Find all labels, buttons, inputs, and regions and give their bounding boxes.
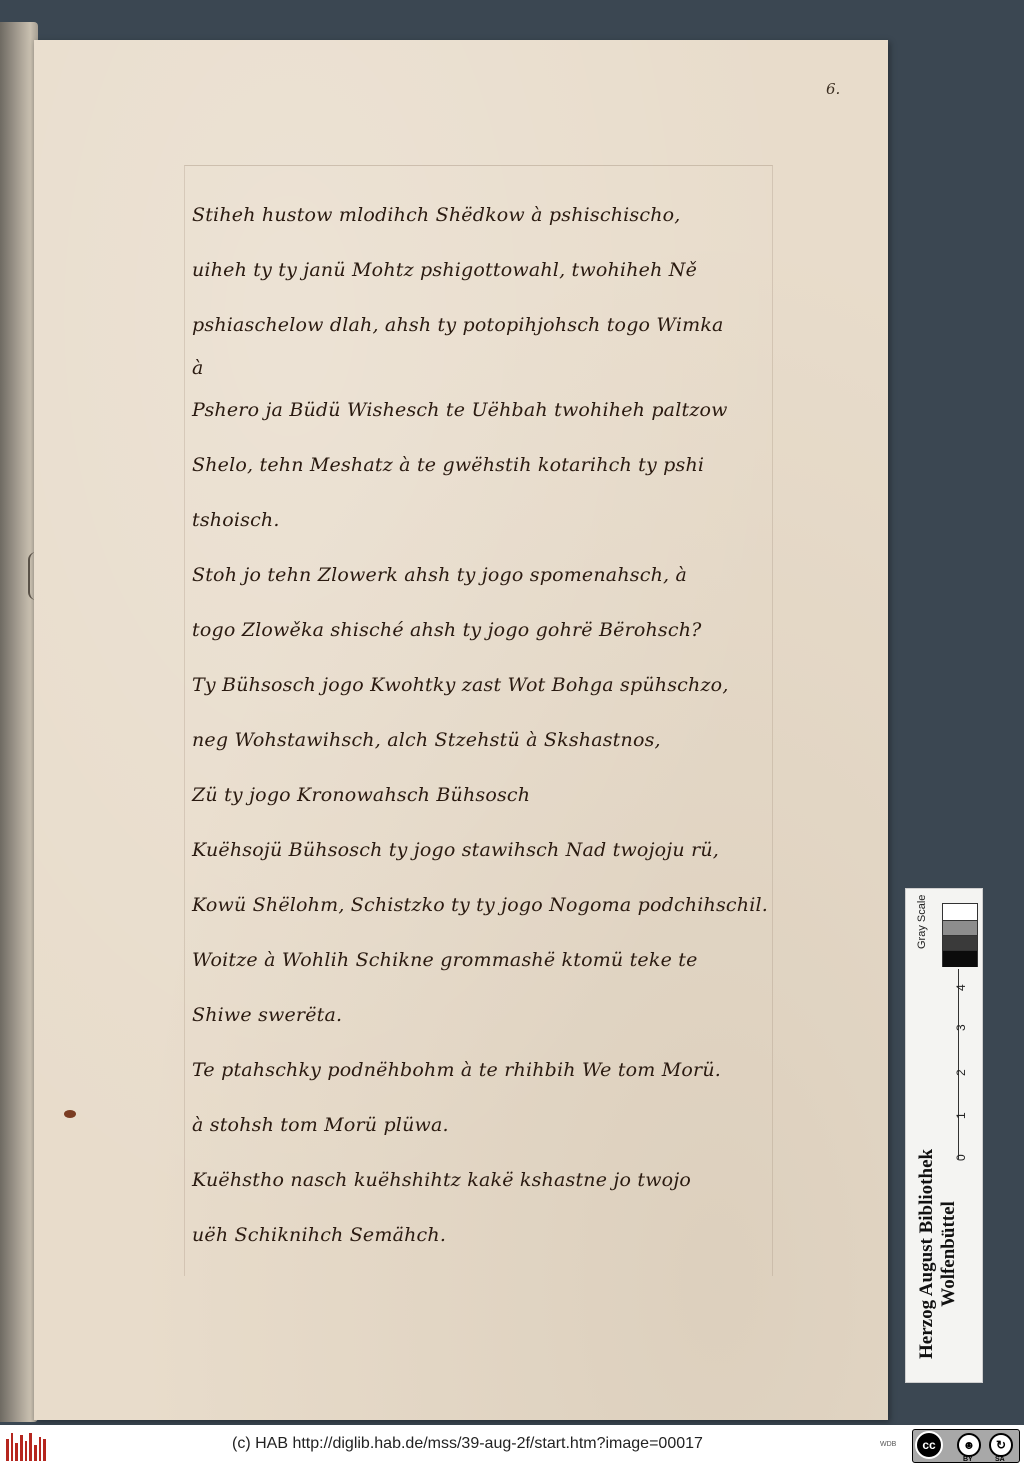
text-line: Zü ty jogo Kronowahsch Bühsosch — [192, 784, 531, 806]
text-line: Shiwe swerëta. — [192, 1004, 343, 1026]
text-line: à — [192, 357, 204, 379]
ruler-tick: 1 — [954, 1112, 968, 1119]
text-line: Kowü Shëlohm, Schistzko ty ty jogo Nogoma podchihschil. — [192, 894, 768, 916]
adjacent-page-edge — [0, 22, 38, 1422]
library-name-line1: Herzog August Bibliothek — [916, 1148, 937, 1359]
library-name — [916, 1149, 960, 1359]
footer-bar — [0, 1425, 1024, 1465]
text-line: togo Zlowěka shisché ahsh ty jogo gohrë Bërohsch? — [192, 619, 702, 641]
text-line: Stiheh hustow mlodihch Shëdkow à pshischischo, — [192, 204, 681, 226]
wdb-mark: WDB — [880, 1441, 897, 1448]
handwritten-text — [192, 188, 772, 1263]
ruler-tick: 4 — [954, 984, 968, 991]
text-line: uiheh ty ty janü Mohtz pshigottowahl, twohiheh Ně — [192, 259, 698, 281]
share-alike-icon: ↻ — [989, 1433, 1013, 1457]
text-line: neg Wohstawihsch, alch Stzehstü à Skshastnos, — [192, 729, 661, 751]
sa-label: SA — [995, 1456, 1005, 1463]
centimeter-ruler — [946, 969, 976, 1159]
cc-icon: cc — [915, 1431, 943, 1459]
text-line: uëh Schiknihch Semähch. — [192, 1224, 447, 1246]
manuscript-page — [34, 40, 888, 1420]
text-line: tshoisch. — [192, 509, 280, 531]
text-line: Stoh jo tehn Zlowerk ahsh ty jogo spomenahsch, à — [192, 564, 688, 586]
library-name-line2: Wolfenbüttel — [938, 1201, 959, 1307]
text-line: Pshero ja Büdü Wishesch te Uëhbah twohiheh paltzow — [192, 399, 728, 421]
text-line: Ty Bühsosch jogo Kwohtky zast Wot Bohga spühschzo, — [192, 674, 729, 696]
hab-logo-icon — [6, 1431, 46, 1461]
ruler-tick: 2 — [954, 1069, 968, 1076]
text-line: à stohsh tom Morü plüwa. — [192, 1114, 449, 1136]
by-label: BY — [963, 1456, 973, 1463]
text-line: Shelo, tehn Meshatz à te gwëhstih kotarihch ty pshi — [192, 454, 705, 476]
ink-stain — [64, 1110, 76, 1118]
grayscale-patches — [942, 903, 978, 967]
copyright-url[interactable]: (c) HAB http://diglib.hab.de/mss/39-aug-2f/start.htm?image=00017 — [232, 1435, 703, 1452]
folio-number: 6. — [826, 80, 841, 98]
text-line: Kuëhstho nasch kuëhshihtz kakë kshastne jo twojo — [192, 1169, 692, 1191]
text-line: Woitze à Wohlih Schikne grommashë ktomü teke te — [192, 949, 698, 971]
ruler-tick: 0 — [954, 1154, 968, 1161]
ruler-tick: 3 — [954, 1024, 968, 1031]
text-line: pshiaschelow dlah, ahsh ty potopihjohsch togo Wimka — [192, 314, 724, 336]
color-reference-strip — [905, 888, 983, 1383]
cc-license-badge[interactable] — [912, 1429, 1020, 1463]
text-line: Te ptahschky podnëhbohm à te rhihbih We tom Morü. — [192, 1059, 722, 1081]
attribution-icon: ☻ — [957, 1433, 981, 1457]
grayscale-title: Gray Scale — [916, 894, 928, 949]
text-line: Kuëhsojü Bühsosch ty jogo stawihsch Nad twojoju rü, — [192, 839, 720, 861]
